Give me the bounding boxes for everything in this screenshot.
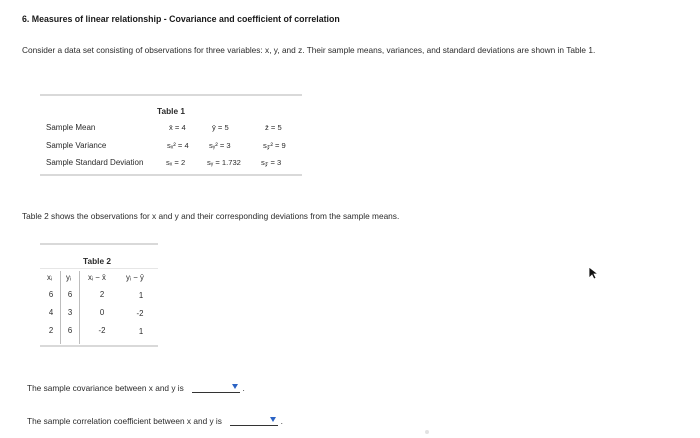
chevron-down-icon	[232, 384, 238, 389]
correlation-question-text: The sample correlation coefficient between x and y is	[27, 416, 222, 426]
chevron-down-icon	[270, 417, 276, 422]
table2-cell: -2	[98, 326, 106, 335]
table2-bottom-rule	[40, 345, 158, 347]
table2-header-xdev: xᵢ − x̄	[88, 273, 106, 282]
table2-caption-rule	[40, 268, 158, 269]
table1-bottom-rule	[40, 174, 302, 176]
table1-cell-x: sₓ = 2	[166, 158, 186, 167]
correlation-question	[27, 416, 283, 426]
table1-cell-z: s𝓏 = 3	[261, 158, 282, 167]
covariance-question	[27, 383, 245, 393]
correlation-period: .	[280, 416, 283, 426]
table1-cell-y: ȳ = 5	[212, 123, 229, 132]
table2-top-rule	[40, 243, 158, 245]
question-title: 6. Measures of linear relationship - Covariance and coefficient of correlation	[22, 14, 340, 24]
table2-cell: 1	[138, 327, 144, 336]
covariance-dropdown[interactable]	[192, 383, 240, 393]
table2-cell: 6	[67, 326, 73, 335]
table1-cell-x: x̄ = 4	[169, 123, 186, 132]
table2-cell: 6	[48, 290, 54, 299]
table2-cell: 2	[48, 326, 54, 335]
table2-caption: Table 2	[83, 256, 111, 266]
table2-cell: 6	[67, 290, 73, 299]
table1-top-rule	[40, 94, 302, 96]
intro-text: Consider a data set consisting of observations for three variables: x, y, and z. Their sample means, variances, and standard deviations are shown in Table 1.	[22, 45, 596, 55]
table2-divider	[60, 271, 61, 344]
table2-intro-text: Table 2 shows the observations for x and y and their corresponding deviations from the sample means.	[22, 211, 400, 221]
table2-cell: 1	[138, 291, 144, 300]
table2-cell: 2	[99, 290, 105, 299]
table2-cell: 4	[48, 308, 54, 317]
table1-cell-z: z̄ = 5	[265, 123, 282, 132]
table1-cell-y: sᵧ = 1.732	[207, 158, 241, 167]
table1-caption: Table 1	[157, 106, 185, 116]
table1-row-label: Sample Standard Deviation	[46, 158, 144, 167]
correlation-dropdown[interactable]	[230, 416, 278, 426]
table1-row-label: Sample Variance	[46, 141, 107, 150]
table1-cell-y: sᵧ² = 3	[209, 141, 231, 150]
table2-cell: -2	[136, 309, 144, 318]
table2-header-xi: xᵢ	[47, 273, 53, 282]
covariance-period: .	[242, 383, 245, 393]
table2-header-yi: yᵢ	[66, 273, 72, 282]
table2-cell: 0	[99, 308, 105, 317]
table1-cell-x: sₓ² = 4	[167, 141, 189, 150]
table2-header-ydev: yᵢ − ȳ	[126, 273, 144, 282]
table1-cell-z: s𝓏² = 9	[263, 141, 286, 150]
mouse-cursor-icon	[588, 266, 598, 280]
decorative-dot	[425, 430, 429, 434]
table2-divider	[79, 271, 80, 344]
covariance-question-text: The sample covariance between x and y is	[27, 383, 184, 393]
table1-row-label: Sample Mean	[46, 123, 96, 132]
table2-cell: 3	[67, 308, 73, 317]
